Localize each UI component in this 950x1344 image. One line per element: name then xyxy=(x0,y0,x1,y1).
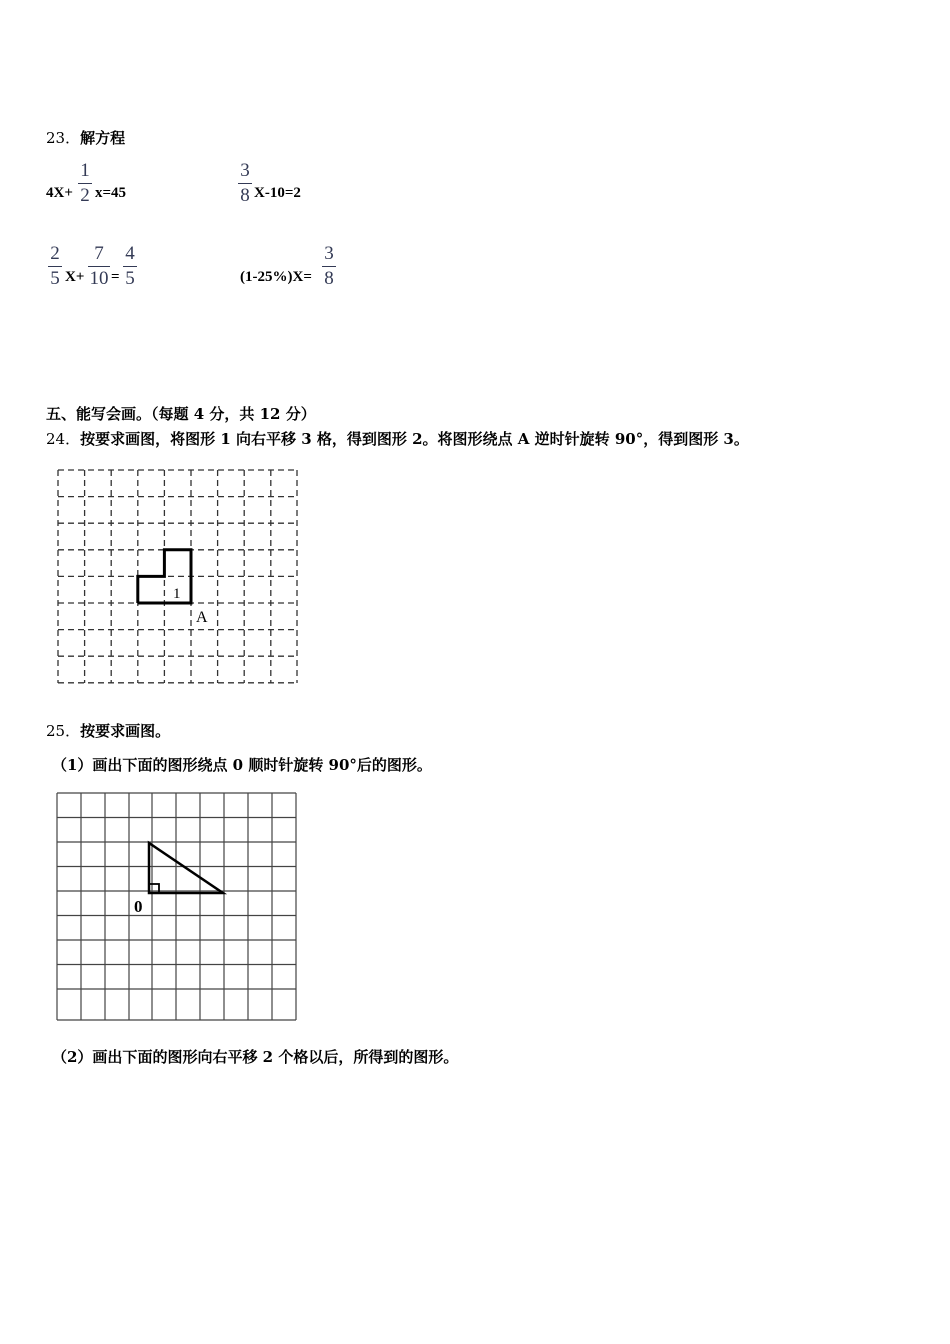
q23-heading xyxy=(46,127,125,148)
q25-part1: （1）画出下面的图形绕点 0 顺时针旋转 90°后的图形。 xyxy=(52,756,432,774)
eq4-left: (1-25%)X= xyxy=(240,269,312,285)
q24-text xyxy=(46,428,749,449)
eq2-frac-num: 3 xyxy=(240,160,250,181)
eq3-fraction2 xyxy=(88,243,110,290)
q24-label: 24． xyxy=(46,430,81,448)
eq3-frac1-num: 2 xyxy=(50,243,60,264)
q25-part2: （2）画出下面的图形向右平移 2 个格以后，所得到的图形。 xyxy=(52,1048,459,1066)
eq3-frac3-num: 4 xyxy=(125,243,135,264)
eq1-fraction xyxy=(78,160,92,207)
right-triangle-shape xyxy=(149,843,223,893)
right-angle-marker xyxy=(149,884,159,893)
eq4-frac-num: 3 xyxy=(324,243,334,264)
q24-instruction: 按要求画图，将图形 1 向右平移 3 格，得到图形 2。将图形绕点 A 逆时针旋转 90°，得到图形 3。 xyxy=(80,430,749,448)
q25-heading xyxy=(46,720,170,741)
eq3-frac1-den: 5 xyxy=(50,268,60,289)
eq3-frac2-num: 7 xyxy=(94,243,104,264)
eq2-fraction xyxy=(238,160,252,207)
eq1-frac-den: 2 xyxy=(80,185,90,206)
q24-dashed-grid xyxy=(50,462,305,690)
q25-grid xyxy=(52,788,302,1028)
q25-label: 25． xyxy=(46,722,81,740)
eq3-frac2-den: 10 xyxy=(89,268,109,289)
eq1-left: 4X+ xyxy=(46,185,73,201)
point-a-label: A xyxy=(196,609,208,626)
eq3-mid: X+ xyxy=(65,269,85,285)
q25-title: 按要求画图。 xyxy=(80,722,171,740)
eq4-fraction xyxy=(322,243,336,290)
eq1-frac-num: 1 xyxy=(80,160,90,181)
eq2-frac-den: 8 xyxy=(240,185,250,206)
q23-title: 解方程 xyxy=(80,129,126,147)
eq3-frac3-den: 5 xyxy=(125,268,135,289)
eq3-equals: = xyxy=(111,269,120,285)
point-0-label: 0 xyxy=(134,897,143,916)
figure-1-label: 1 xyxy=(173,586,181,602)
q23-label: 23． xyxy=(46,129,81,147)
section5-title: 五、能写会画。（每题 4 分，共 12 分） xyxy=(46,405,316,423)
eq2-right: X-10=2 xyxy=(254,185,301,201)
eq3-fraction1 xyxy=(48,243,62,290)
eq4-frac-den: 8 xyxy=(324,268,334,289)
eq1-right: x=45 xyxy=(95,185,127,201)
eq3-fraction3 xyxy=(123,243,137,290)
